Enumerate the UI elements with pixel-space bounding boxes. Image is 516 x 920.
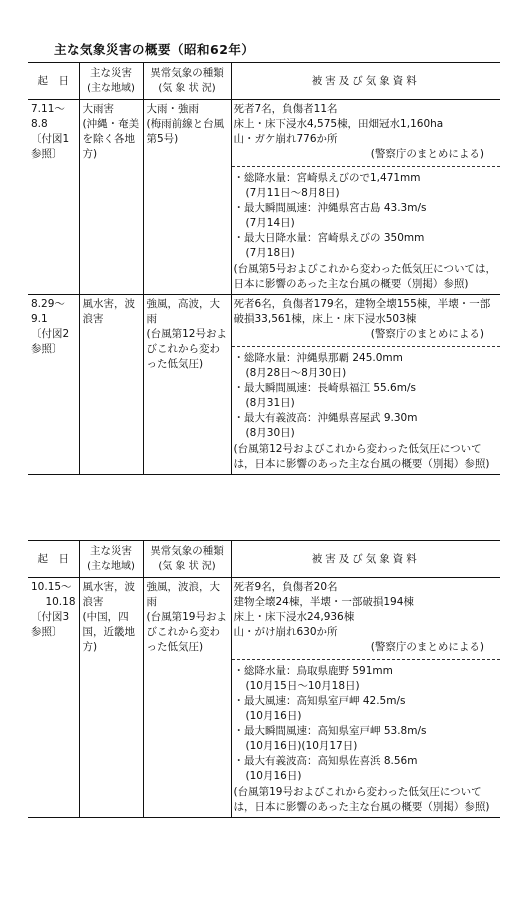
- table-row: [28, 578, 500, 818]
- table-header: [28, 63, 500, 100]
- table-row: [28, 295, 500, 475]
- disaster-table: [28, 62, 500, 475]
- table-row: [28, 100, 500, 295]
- header-cause: 異常気象の種類 (気 象 状 況): [143, 63, 231, 100]
- header-type: 主な災害 (主な地域): [79, 541, 143, 578]
- header-date: 起 日: [28, 541, 79, 578]
- cause-cell: 強風，高波，大雨 (台風第12号およびこれから変わった低気圧): [143, 295, 231, 475]
- header-cause: 異常気象の種類 (気 象 状 況): [143, 541, 231, 578]
- disaster-table: [28, 540, 500, 818]
- header-type: 主な災害 (主な地域): [79, 63, 143, 100]
- type-cell: 風水害，波浪害: [79, 295, 143, 475]
- page-title: 主な気象災害の概要（昭和62年）: [54, 42, 255, 57]
- damage-cell: 死者6名，負傷者179名，建物全壊155棟，半壊・一部破損33,561棟，床上・床下浸水503棟 (警察庁のまとめによる) ・ 総降水量：沖縄県那覇 245.0mm (8月28日〜8月30日) ・ 最大瞬間風速：長崎県福江 55.6m/s (8月31日) ・ 最大有義波高：沖縄県喜屋武 9.30m (8月30日) (台風第12号およびこれから変わった低気圧については，日本に影響のあった主な台風の概要（別掲）参照): [231, 295, 500, 475]
- date-cell: 10.15〜 10.18 〔付図3参照〕: [28, 578, 79, 818]
- type-cell: 大雨害 (沖縄・奄美を除く各地方): [79, 100, 143, 295]
- header-damage: 被害及び気象資料: [231, 541, 500, 578]
- date-cell: 7.11〜8.8 〔付図1参照〕: [28, 100, 79, 295]
- type-cell: 風水害，波浪害 (中国，四国，近畿地方): [79, 578, 143, 818]
- damage-cell: 死者7名，負傷者11名 床上・床下浸水4,575棟，田畑冠水1,160ha 山・ガケ崩れ776か所 (警察庁のまとめによる) ・ 総降水量：宮崎県えびので1,471mm (7月11日〜8月8日) ・ 最大瞬間風速：沖縄県宮古島 43.3m/s (7月14日) ・ 最大日降水量：宮崎県えびの 350mm (7月18日) (台風第5号およびこれから変わった低気圧については，日本に影響のあった主な台風の概要（別掲）参照): [231, 100, 500, 295]
- table-header: [28, 541, 500, 578]
- cause-cell: 大雨・強雨 (梅雨前線と台風第5号): [143, 100, 231, 295]
- header-date: 起 日: [28, 63, 79, 100]
- cause-cell: 強風，波浪，大雨 (台風第19号およびこれから変わった低気圧): [143, 578, 231, 818]
- header-damage: 被害及び気象資料: [231, 63, 500, 100]
- date-cell: 8.29〜9.1 〔付図2参照〕: [28, 295, 79, 475]
- damage-cell: 死者9名，負傷者20名 建物全壊24棟，半壊・一部破損194棟 床上・床下浸水24,936棟 山・がけ崩れ630か所 (警察庁のまとめによる) ・ 総降水量：鳥取県鹿野 591mm (10月15日〜10月18日) ・ 最大風速：高知県室戸岬 42.5m/s (10月16日) ・ 最大瞬間風速：高知県室戸岬 53.8m/s (10月16日)(10月17日) ・ 最大有義波高：高知県佐喜浜 8.56m (10月16日) (台風第19号およびこれから変わった低気圧については，日本に影響のあった主な台風の概要（別掲）参照): [231, 578, 500, 818]
